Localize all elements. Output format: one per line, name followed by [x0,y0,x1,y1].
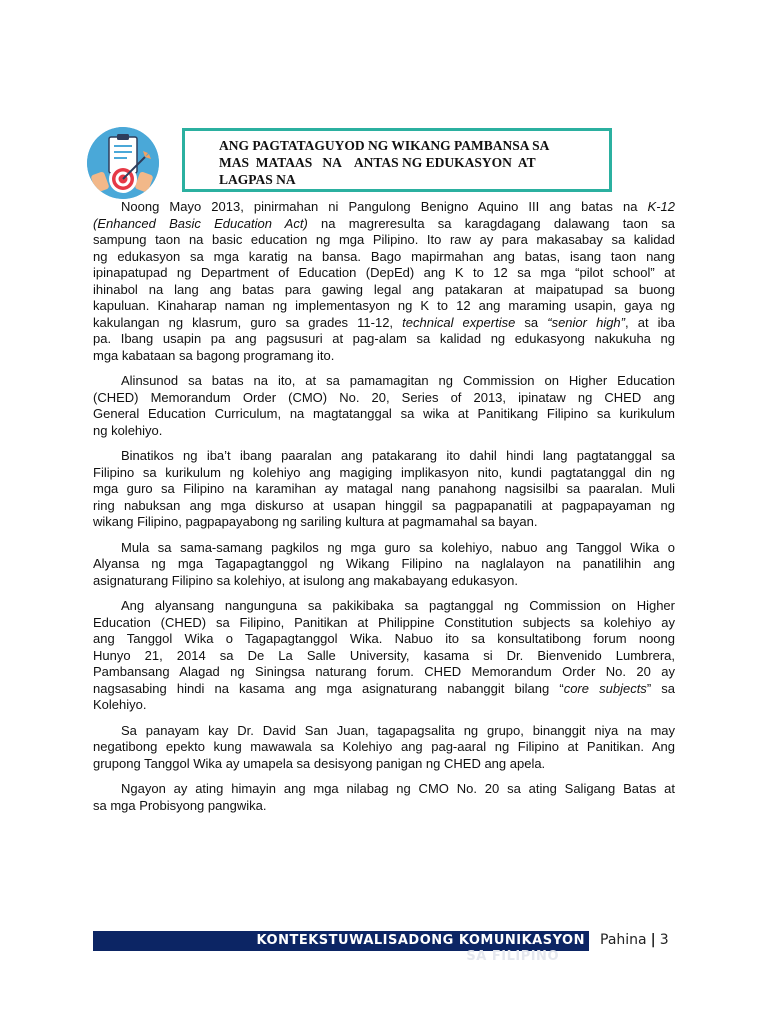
paragraph-line: Binatikos ng iba’t ibang paaralan ang patakarang ito dahil hindi lang pagtatanggal sa [121,448,675,463]
paragraph-line: Ngayon ay ating himayin ang mga nilabag ng CMO No. 20 sa ating Saligang Batas at [121,781,675,796]
body-text [93,199,675,823]
paragraph-line: ang Tanggol Wika o Tagapagtanggol Wika. Nabuo ito sa konsultatibong forum noong [93,631,675,646]
paragraph-line: Alyansa ng mga Tagapagtanggol ng Wikang Filipino na naglalayon na panatilihin ang [93,556,675,571]
paragraph-line: nagsasabing hindi na kasama ang mga asignaturang nabanggit bilang “core subjects” sa [93,680,676,696]
paragraph [93,540,675,590]
paragraph-line: Kolehiyo. [93,697,147,712]
paragraph-line: kakulangan ng klasrum, guro sa grades 11-12, technical expertise sa “senior high”, at iba [93,314,675,330]
paragraph-line: ring nabuksan ang mga diskurso at usapan hinggil sa pagpapanatili at pagpapayaman ng [93,497,675,513]
title-line: ANG PAGTATAGUYOD NG WIKANG PAMBANSA SA [219,138,550,153]
paragraph-line: Noong Mayo 2013, pinirmahan ni Pangulong Benigno Aquino III ang batas na K-12 [121,199,675,214]
clipboard-target-icon [87,127,159,199]
page-number [600,930,669,950]
paragraph-line: Mula sa sama-samang pagkilos ng mga guro sa kolehiyo, nabuo ang Tanggol Wika o [121,539,675,555]
paragraph-line: Pambansang Alagad ng Siningsa naturang forum. CHED Memorandum Order No. 20 ay [93,664,675,679]
paragraph [93,781,675,814]
title-line: LAGPAS NA [219,172,296,187]
paragraph-line: mga kabataan sa bagong programang ito. [93,347,335,363]
paragraph-line: ihinabol na lang ang batas para gawing legal ang patakaran at maipatupad sa buong [93,281,675,297]
paragraph [93,373,675,439]
footer-title-overflow: SA FILIPINO [466,949,559,961]
paragraph-line: asignaturang Filipino sa kolehiyo, at isulong ang makabayang edukasyon. [93,572,518,588]
paragraph [93,199,675,364]
paragraph-line: Education (CHED) sa Filipino, Panitikan at Philippine Constitution subjects sa kolehiyo ay [93,614,675,630]
page-separator: | [650,932,656,948]
page-label: Pahina [600,932,647,948]
paragraph-line: Ang alyansang nangunguna sa pakikibaka sa pagtanggal ng Commission on Higher [121,598,675,613]
paragraph-line: Alinsunod sa batas na ito, at sa pamamagitan ng Commission on Higher Education [121,373,675,388]
paragraph-line: sampung taon na basic education ng mga Pilipino. Ito raw ay para makasabay sa kalidad [93,232,675,247]
page-number-value: 3 [659,932,669,948]
paragraph-line: General Education Curriculum, na magtatanggal sa wika at Panitikang Filipino sa kurikulum [93,406,675,421]
paragraph-line: sa mga Probisyong pangwika. [93,797,267,813]
footer-title: KONTEKSTUWALISADONG KOMUNIKASYON [256,933,585,948]
paragraph-line: ng edukasyon sa mga karatig na bansa. Bago mapirmahan ang batas, isang taon nang [93,248,675,264]
paragraph-line: Filipino sa kurikulum ng kolehiyo ang magiging implikasyon nito, kundi pagtatanggal din ng [93,464,675,480]
paragraph-line: (Enhanced Basic Education Act) na magreresulta sa karagdagang dalawang taon sa [93,215,675,231]
paragraph-line: (CHED) Memorandum Order (CMO) No. 20, Series of 2013, ipinataw ng CHED ang [93,389,675,405]
paragraph [93,723,675,773]
paragraph-line: Hunyo 21, 2014 sa De La Salle University, kasama si Dr. Bienvenido Lumbrera, [93,647,675,663]
paragraph-line: ng kolehiyo. [93,422,163,438]
paragraph-line: mga guro sa Filipino na karamihan ay matagal nang panahong nagsisilbi sa paaralan. Muli [93,481,675,496]
paragraph-line: pa. Ibang usapin pa ang pagsusuri at pag-alam sa kalidad ng edukasyong nakukuha ng [93,331,675,346]
title-line: MAS MATAAS NA ANTAS NG EDUKASYON AT [219,155,536,170]
paragraph [93,448,675,531]
paragraph-line: grupong Tanggol Wika ay umapela sa desisyong panigan ng CHED ang apela. [93,755,546,771]
paragraph-line: wikang Filipino, pagpapayabong ng sariling kultura at pagmamahal sa bayan. [93,514,538,529]
paragraph [93,598,675,714]
title-box [182,128,612,192]
paragraph-line: Sa panayam kay Dr. David San Juan, tagapagsalita ng grupo, binanggit niya na may [121,722,675,738]
paragraph-line: kapuluan. Kinaharap naman ng implementasyon ng K to 12 ang maraming usapin, gaya ng [93,298,675,313]
paragraph-line: ipinapatupad ng Department of Education (DepEd) ang K to 12 sa mga “pilot school” at [93,265,675,280]
paragraph-line: negatibong epekto kung mawawala sa Kolehiyo ang pag-aaral ng Filipino at Panitikan. Ang [93,739,675,754]
